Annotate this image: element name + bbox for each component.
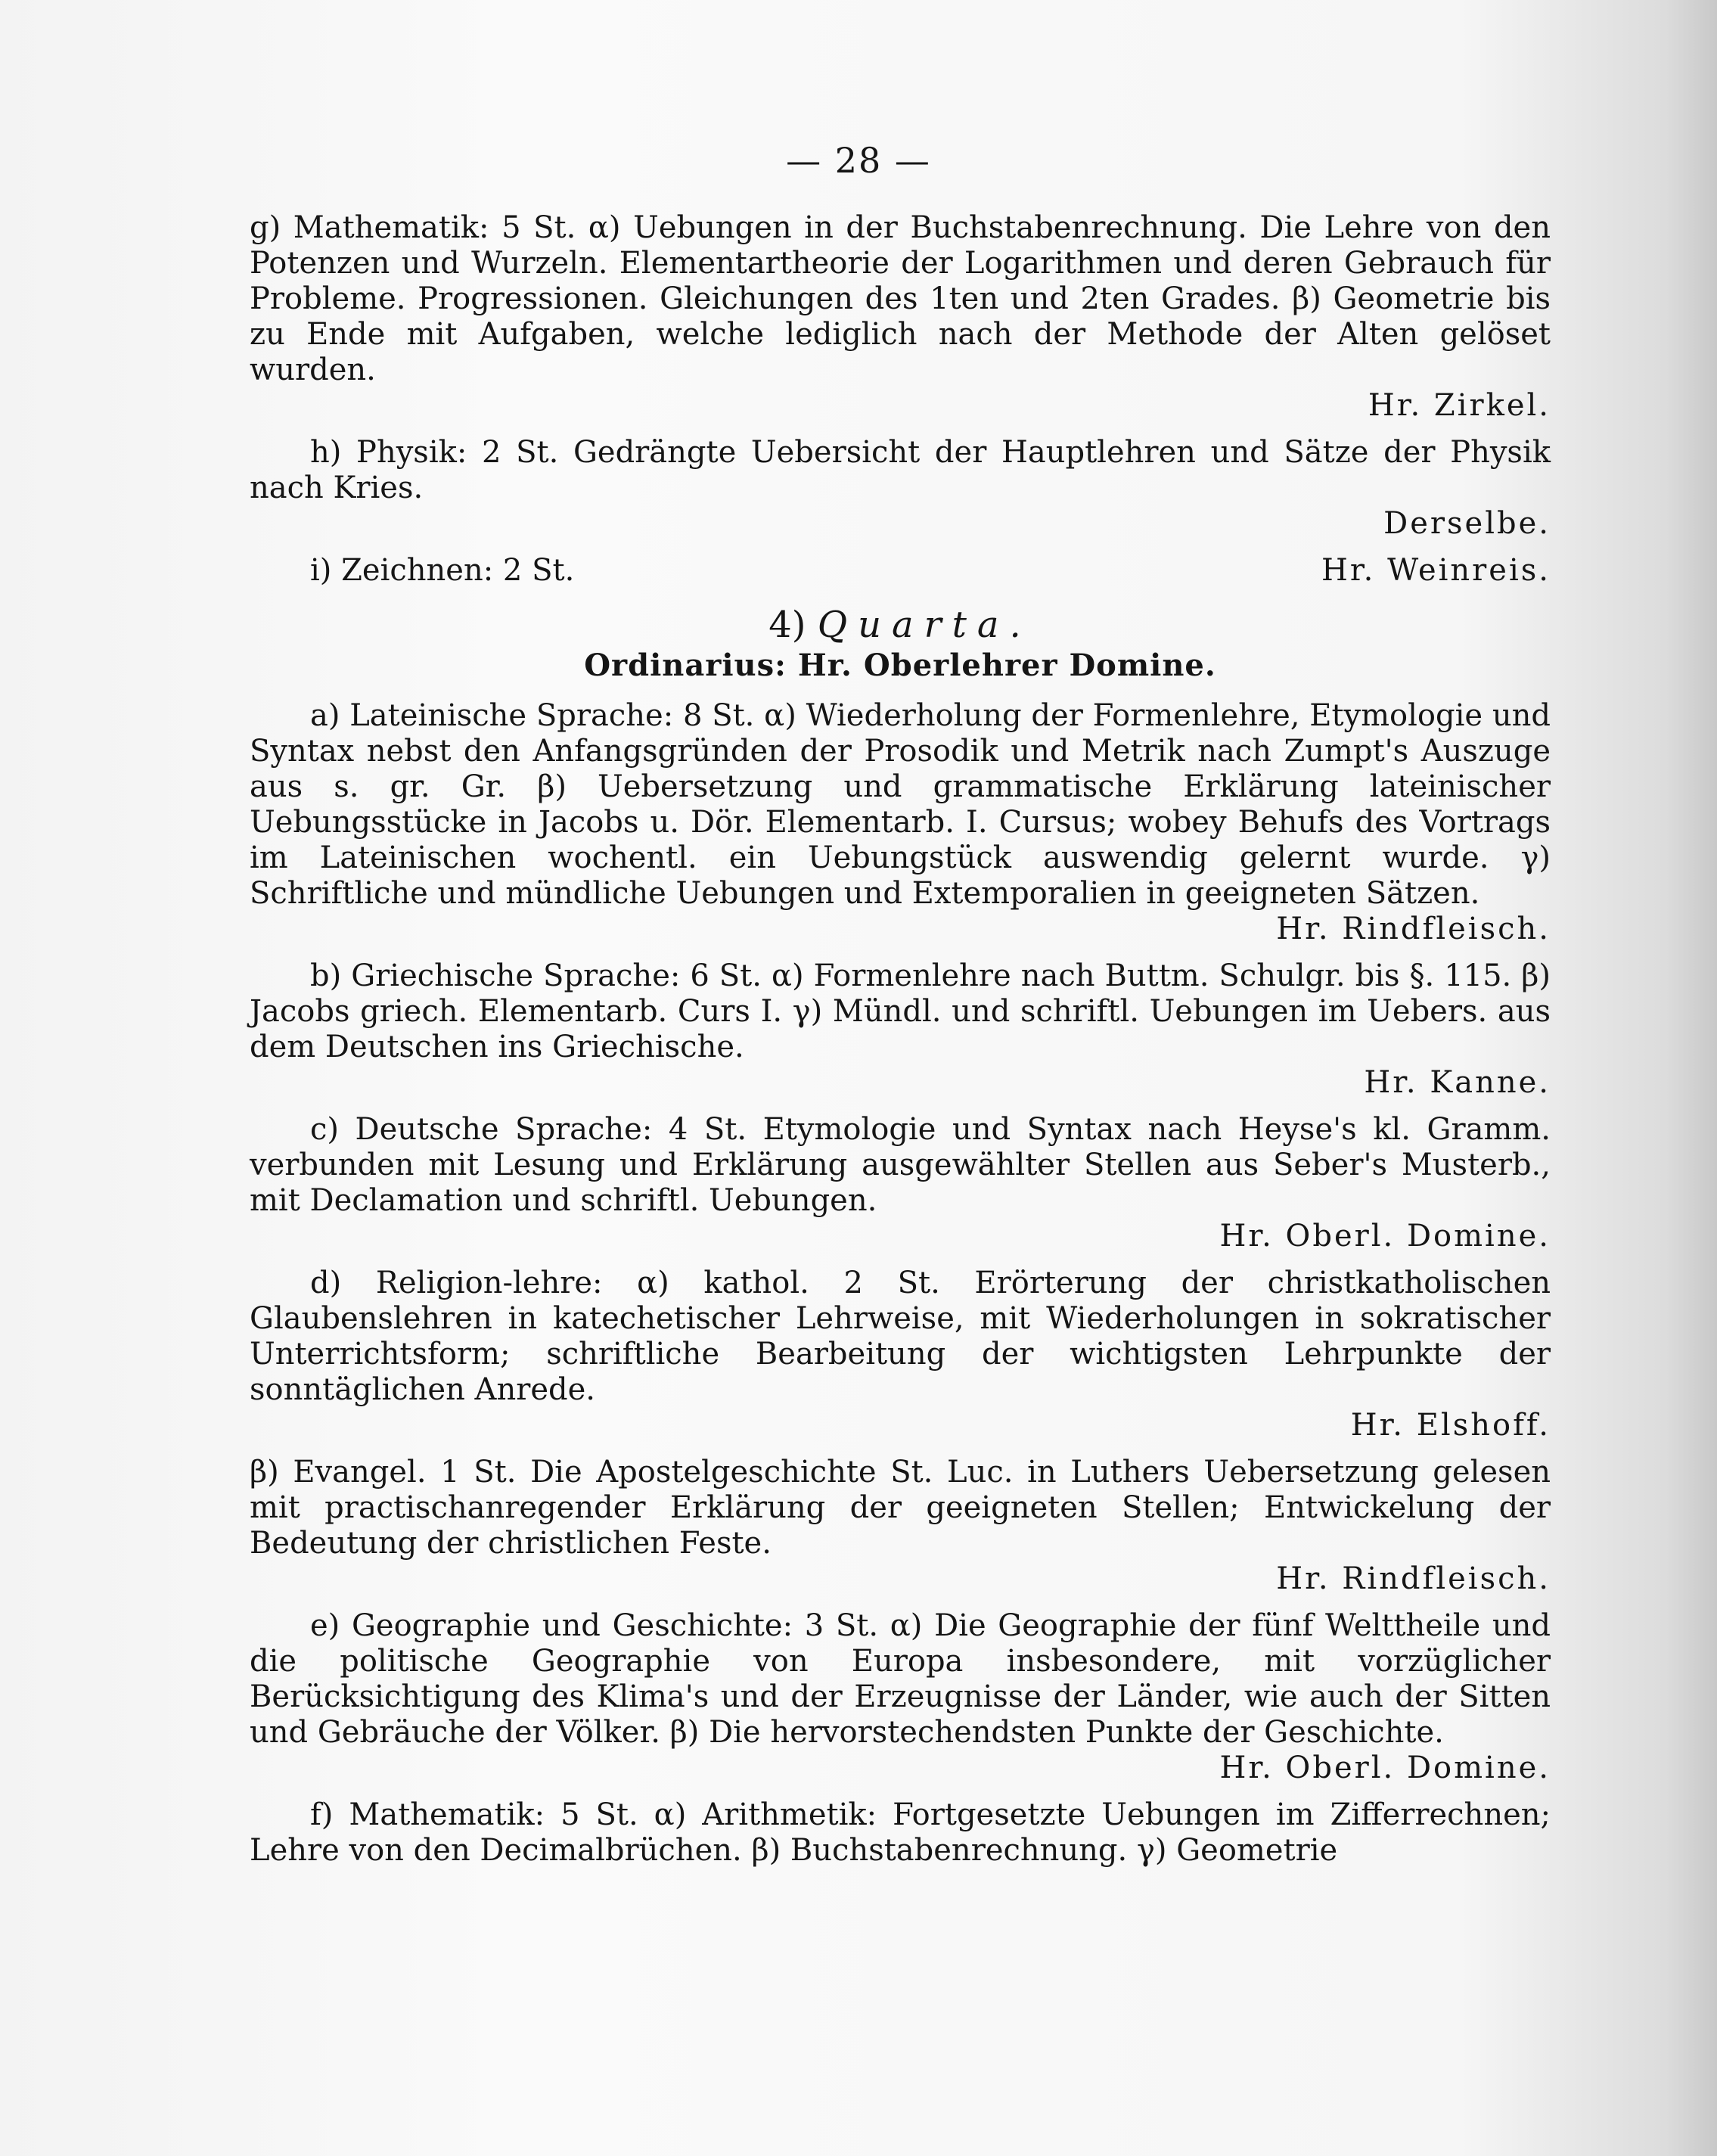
entry-mathematik-quarta <box>250 1797 1551 1869</box>
section-heading <box>250 604 1551 646</box>
entry-text: β) Evangel. 1 St. Die Apostelgeschichte St. Luc. in Luthers Uebersetzung gelesen mit practischanregender Erklärung der geeigneten Stellen; Entwickelung der Bedeutung der christlichen Feste. <box>250 1455 1551 1561</box>
section-number: 4) <box>768 604 806 646</box>
entry-zeichnen-tertia <box>250 553 1551 589</box>
entry-teacher: Hr. Oberl. Domine. <box>1219 1751 1551 1785</box>
entry-teacher: Hr. Zirkel. <box>1368 388 1551 423</box>
entry-text: f) Mathematik: 5 St. α) Arithmetik: Fortgesetzte Uebungen im Zifferrechnen; Lehre von den Decimalbrüchen. β) Buchstabenrechnung. γ) Geometrie <box>250 1797 1551 1868</box>
entry-teacher: Hr. Weinreis. <box>1321 553 1551 588</box>
entry-mathematik-tertia <box>250 210 1551 424</box>
page-number: — 28 — <box>786 140 931 181</box>
entry-text: b) Griechische Sprache: 6 St. α) Formenlehre nach Buttm. Schulgr. bis §. 115. β) Jacobs griech. Elementarb. Curs I. γ) Mündl. und schriftl. Uebungen im Uebers. aus dem Deutschen ins Griechische. <box>250 958 1551 1064</box>
ordinarius-line: Ordinarius: Hr. Oberlehrer Domine. <box>584 648 1216 683</box>
entry-text: h) Physik: 2 St. Gedrängte Uebersicht der Hauptlehren und Sätze der Physik nach Kries. <box>250 435 1551 505</box>
page-body <box>250 210 1551 1880</box>
entry-geographie <box>250 1608 1551 1786</box>
entry-teacher: Hr. Kanne. <box>1364 1065 1551 1100</box>
entry-text: d) Religion-lehre: α) kathol. 2 St. Erörterung der christkatholischen Glaubenslehren in katechetischer Lehrweise, mit Wiederholungen in sokratischer Unterrichtsform; schriftliche Bearbeitung der wichtigsten Lehrpunkte der sonntäglichen Anrede. <box>250 1266 1551 1407</box>
entry-religion-evangel <box>250 1455 1551 1597</box>
entry-deutsch <box>250 1112 1551 1254</box>
entry-physik-tertia <box>250 435 1551 542</box>
entry-latein <box>250 698 1551 947</box>
entry-text: i) Zeichnen: 2 St. <box>310 553 575 588</box>
entry-griechisch <box>250 958 1551 1101</box>
entry-teacher: Hr. Elshoff. <box>1350 1408 1551 1443</box>
entry-religion-kathol <box>250 1266 1551 1443</box>
section-title: Quarta. <box>817 604 1032 646</box>
entry-teacher: Hr. Oberl. Domine. <box>1219 1219 1551 1254</box>
entry-text: c) Deutsche Sprache: 4 St. Etymologie und Syntax nach Heyse's kl. Gramm. verbunden mit Lesung und Erklärung ausgewählter Stellen aus Seber's Musterb., mit Declamation und schriftl. Uebungen. <box>250 1112 1551 1218</box>
entry-teacher: Hr. Rindfleisch. <box>1276 912 1551 946</box>
entry-text: a) Lateinische Sprache: 8 St. α) Wiederholung der Formenlehre, Etymologie und Syntax nebst den Anfangsgründen der Prosodik und Metrik nach Zumpt's Auszuge aus s. gr. Gr. β) Uebersetzung und grammatische Erklärung lateinischer Uebungsstücke in Jacobs u. Dör. Elementarb. I. Cursus; wobey Behufs des Vortrags im Lateinischen wochentl. ein Uebungstück auswendig gelernt wurde. γ) Schriftliche und mündliche Uebungen und Extemporalien in geeigneten Sätzen. <box>250 698 1551 911</box>
entry-teacher: Derselbe. <box>1383 506 1551 541</box>
entry-text: e) Geographie und Geschichte: 3 St. α) Die Geographie der fünf Welttheile und die politische Geographie von Europa insbesondere, mit vorzüglicher Berücksichtigung des Klima's und der Erzeugnisse der Länder, wie auch der Sitten und Gebräuche der Völker. β) Die hervorstechendsten Punkte der Geschichte. <box>250 1608 1551 1750</box>
entry-teacher: Hr. Rindfleisch. <box>1276 1561 1551 1596</box>
entry-text: g) Mathematik: 5 St. α) Uebungen in der Buchstabenrechnung. Die Lehre von den Potenzen und Wurzeln. Elementartheorie der Logarithmen und deren Gebrauch für Probleme. Progressionen. Gleichungen des 1ten und 2ten Grades. β) Geometrie bis zu Ende mit Aufgaben, welche lediglich nach der Methode der Alten gelöset wurden. <box>250 210 1551 387</box>
